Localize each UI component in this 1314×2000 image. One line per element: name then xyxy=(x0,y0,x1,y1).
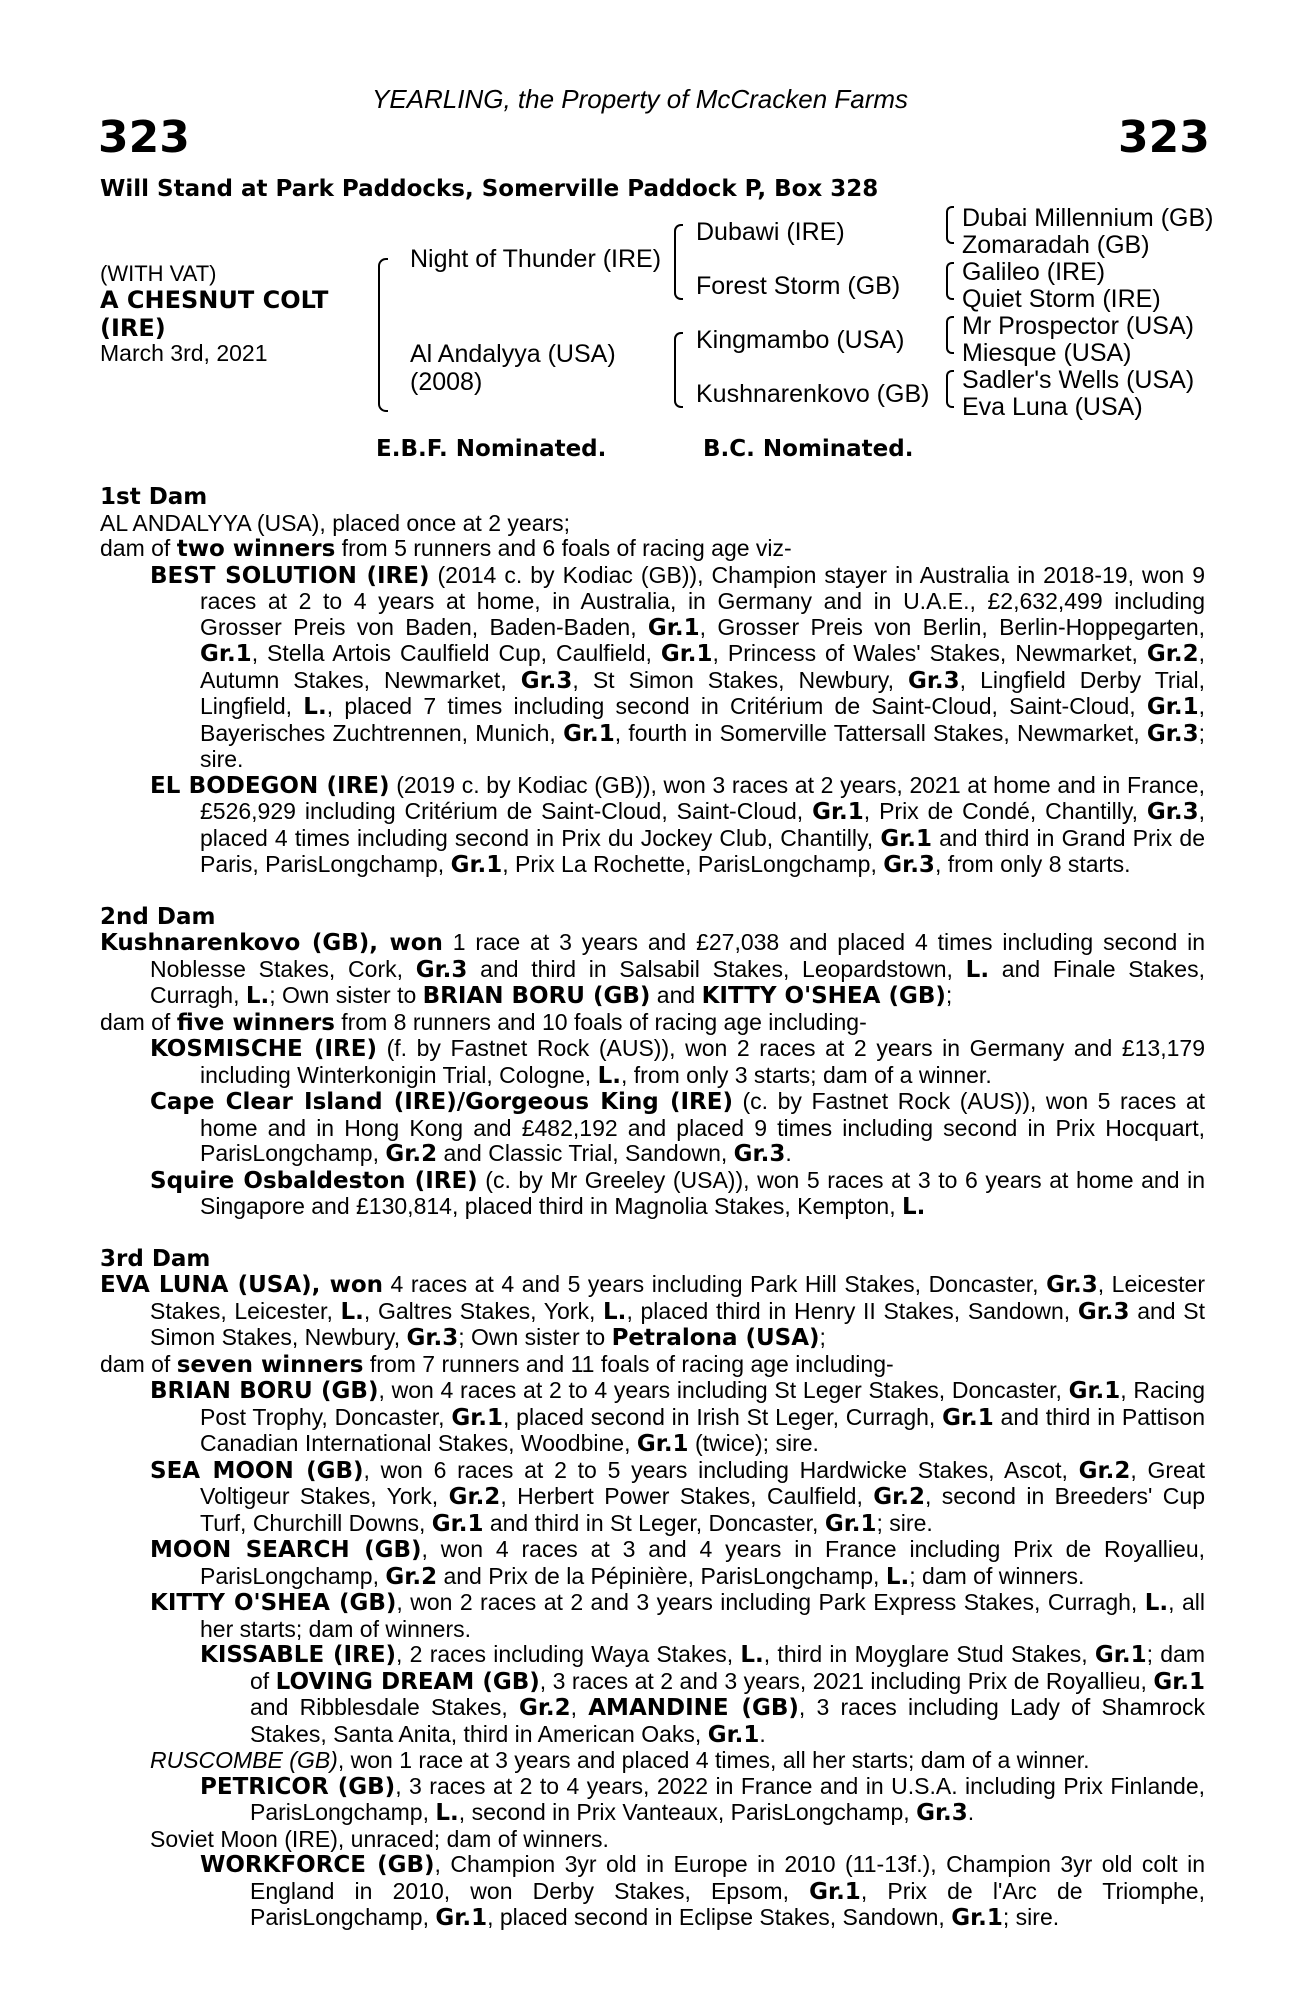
text-run: , Prix de Condé, Chantilly, xyxy=(863,798,1147,824)
text-run: and St Simon Stakes, Newbury, xyxy=(150,1297,1205,1350)
bold-run: Gr.2 xyxy=(1146,641,1199,667)
text-run: and third in St Leger, Doncaster, xyxy=(483,1509,825,1536)
bold-run: Gr.1 xyxy=(707,1721,760,1748)
bold-run: SEA MOON (GB) xyxy=(150,1457,364,1484)
text-run: , all her starts; dam of winners. xyxy=(200,1589,1206,1642)
bold-run: Gr.3 xyxy=(1146,799,1199,825)
text-run: , 3 races at 2 and 3 years, 2021 including Prix de Royallieu, xyxy=(539,1667,1154,1694)
text-run: dam of xyxy=(100,1350,177,1377)
progeny-kitty-oshea xyxy=(100,1590,1205,1642)
text-run: , placed third in Henry II Stakes, Sandown, xyxy=(626,1297,1078,1324)
bold-run: Gr.1 xyxy=(1146,694,1199,720)
bold-run: L. xyxy=(1144,1590,1169,1616)
text-run: , Autumn Stakes, Newmarket, xyxy=(200,640,1205,693)
dam-dam-name: Kushnarenkovo (GB) xyxy=(696,380,930,408)
text-run: , won 6 races at 2 to 5 years including Hardwicke Stakes, Ascot, xyxy=(363,1456,1079,1483)
text-run: and Finale Stakes, Curragh, xyxy=(150,955,1205,1008)
text-run: . xyxy=(967,1799,975,1825)
bold-run: Gr.3 xyxy=(415,956,468,983)
text-run: ; xyxy=(945,982,953,1008)
text-run: and Classic Trial, Sandown, xyxy=(437,1140,734,1166)
dam-year: (2008) xyxy=(410,368,483,396)
text-run: ; sire. xyxy=(200,719,1205,772)
text-run: (f. by Fastnet Rock (AUS)), won 2 races at 2 years in Germany and £13,179 including Winterkonigin Trial, Cologne, xyxy=(200,1035,1205,1088)
bold-run: Gr.3 xyxy=(733,1141,786,1167)
ebf-nominated: E.B.F. Nominated. xyxy=(376,436,607,462)
text-run: , placed second in Irish St Leger, Curragh, xyxy=(503,1403,943,1430)
bold-run: Gr.1 xyxy=(809,1878,861,1905)
progeny-petricor xyxy=(100,1774,1205,1827)
text-run: , third in Moyglare Stud Stakes, xyxy=(763,1641,1095,1667)
ggdam-4: Eva Luna (USA) xyxy=(962,393,1143,421)
text-run: , Great Voltigeur Stakes, York, xyxy=(200,1456,1205,1509)
bold-run: BRIAN BORU (GB) xyxy=(422,983,651,1009)
bold-run: seven winners xyxy=(176,1351,364,1378)
progeny-sea-moon xyxy=(100,1458,1205,1538)
text-run: , Prix La Rochette, ParisLongchamp, xyxy=(502,851,884,877)
bold-run: Gr.3 xyxy=(907,667,960,694)
third-dam-heading: 3rd Dam xyxy=(100,1245,211,1272)
bold-run: Gr.2 xyxy=(385,1563,438,1590)
text-run: , second in Breeders' Cup Turf, Churchill Downs, xyxy=(200,1483,1205,1536)
ggdam-1: Zomaradah (GB) xyxy=(962,231,1150,259)
bold-run: Gr.1 xyxy=(431,1510,484,1537)
first-dam-line-2: dam of two winners from 5 runners and 6 foals of racing age viz- xyxy=(100,535,792,562)
text-run: , placed 4 times including second in Prix du Jockey Club, Chantilly, xyxy=(200,798,1205,851)
page-subtitle: YEARLING, the Property of McCracken Farms xyxy=(372,84,909,114)
text-run: , Stella Artois Caulfield Cup, Caulfield, xyxy=(251,640,661,666)
text-run: , Lingfield Derby Trial, Lingfield, xyxy=(200,666,1205,719)
text-run: and third in Pattison Canadian International Stakes, Woodbine, xyxy=(200,1403,1206,1456)
text-run: ; xyxy=(819,1324,826,1350)
bold-run: Gr.3 xyxy=(1077,1298,1130,1325)
bold-run: Gr.1 xyxy=(450,852,503,878)
text-run: , Herbert Power Stakes, Caulfield, xyxy=(500,1483,874,1509)
ggsire-4: Sadler's Wells (USA) xyxy=(962,366,1195,394)
text-run: (2019 c. by Kodiac (GB)), won 3 races at 2 years, 2021 at home and in France, £526,929 including Critérium de Saint-Cloud, Saint-Cloud, xyxy=(200,771,1205,824)
bold-run: Gr.2 xyxy=(385,1141,438,1167)
text-run: (2014 c. by Kodiac (GB)), Champion stayer in Australia in 2018-19, won 9 races at 2 to 4 years at home, in Australia, in Germany and in U.A.E., £2,632,499 including Grosser Preis von Baden, Baden-Baden, xyxy=(200,561,1205,640)
text-run: , Racing Post Trophy, Doncaster, xyxy=(200,1377,1206,1430)
text-run: , won 4 races at 2 to 4 years including St Leger Stakes, Doncaster, xyxy=(378,1377,1069,1403)
text-run: ; sire. xyxy=(876,1509,933,1536)
bold-run: Gr.2 xyxy=(518,1695,571,1721)
bold-run: BEST SOLUTION (IRE) xyxy=(150,562,430,589)
bold-run: L. xyxy=(603,1298,627,1325)
bold-run: Kushnarenkovo (GB), won xyxy=(100,930,443,956)
text-run: , 3 races at 2 to 4 years, 2022 in France and in U.S.A. including Prix Finlande, ParisLongchamp, xyxy=(250,1772,1205,1825)
sire-dam-name: Forest Storm (GB) xyxy=(696,272,901,300)
bold-run: Gr.1 xyxy=(812,799,864,825)
text-run: , fourth in Somerville Tattersall Stakes, Newmarket, xyxy=(614,719,1147,746)
sire-sire-name: Dubawi (IRE) xyxy=(696,218,845,246)
text-run: , placed 7 times including second in Critérium de Saint-Cloud, Saint-Cloud, xyxy=(326,693,1147,719)
bold-run: BRIAN BORU (GB) xyxy=(150,1378,379,1404)
text-run: 4 races at 4 and 5 years including Park Hill Stakes, Doncaster, xyxy=(383,1271,1047,1297)
bold-run: Gr.1 xyxy=(1094,1642,1147,1668)
bold-run: Gr.2 xyxy=(873,1484,925,1510)
ggsire-3: Mr Prospector (USA) xyxy=(962,312,1194,340)
text-run: (c. by Mr Greeley (USA)), won 5 races at 3 to 6 years at home and in Singapore and £130,814, placed third in Magnolia Stakes, Kempton, xyxy=(200,1166,1206,1219)
text-run: and third in Salsabil Stakes, Leopardstown, xyxy=(467,955,966,982)
text-run: , 2 races including Waya Stakes, xyxy=(396,1641,741,1667)
first-dam-heading: 1st Dam xyxy=(100,484,208,510)
text-run: , from only 3 starts; dam of a winner. xyxy=(621,1061,992,1088)
ggsire-1: Dubai Millennium (GB) xyxy=(962,204,1214,232)
catalogue-body xyxy=(100,485,1205,1932)
progeny-kissable xyxy=(100,1642,1205,1748)
pedigree-brace-dam xyxy=(674,332,683,408)
text-run: and xyxy=(650,982,702,1008)
text-run: , Princess of Wales' Stakes, Newmarket, xyxy=(712,640,1147,666)
dam-name: Al Andalyya (USA) xyxy=(410,340,616,368)
bold-run: Gr.1 xyxy=(647,614,700,641)
vat-label: (WITH VAT) xyxy=(100,261,217,286)
bold-run: Gr.3 xyxy=(1046,1272,1098,1298)
progeny-workforce xyxy=(100,1852,1205,1932)
pedigree-brace-sire xyxy=(674,224,683,300)
first-dam-line-1: AL ANDALYYA (USA), placed once at 2 years; xyxy=(100,509,571,536)
progeny-soviet-moon xyxy=(100,1827,1205,1853)
bold-run: Gr.1 xyxy=(880,825,932,852)
progeny-ruscombe xyxy=(100,1748,1205,1774)
text-run: . xyxy=(759,1720,766,1747)
text-run: . xyxy=(785,1140,792,1166)
ggdam-3: Miesque (USA) xyxy=(962,339,1132,367)
text-run: and third in Grand Prix de Paris, ParisLongchamp, xyxy=(200,824,1205,877)
bold-run: PETRICOR (GB) xyxy=(200,1773,396,1800)
bold-run: KITTY O'SHEA (GB) xyxy=(150,1590,397,1616)
text-run: , Champion 3yr old in Europe in 2010 (11-13f.), Champion 3yr old colt in England in 2010, won Derby Stakes, Epsom, xyxy=(250,1851,1205,1904)
text-run: , from only 8 starts. xyxy=(934,851,1131,877)
pedigree-brace-g3 xyxy=(946,316,954,354)
bold-run: KISSABLE (IRE) xyxy=(200,1642,397,1668)
progeny-moon-search xyxy=(100,1537,1205,1590)
bold-run: L. xyxy=(885,1563,910,1590)
text-run: ; Own sister to xyxy=(269,982,423,1008)
bold-run: Gr.1 xyxy=(951,1905,1003,1931)
bold-run: L. xyxy=(965,956,990,983)
bold-run: L. xyxy=(303,694,327,720)
pedigree-brace-g4 xyxy=(946,370,954,408)
bold-run: AMANDINE (GB) xyxy=(588,1695,799,1721)
bold-run: Gr.1 xyxy=(636,1431,689,1457)
text-run: , won 4 races at 3 and 4 years in France including Prix de Royallieu, ParisLongchamp, xyxy=(200,1536,1206,1589)
pedigree-brace-g1 xyxy=(946,206,954,244)
bold-run: Gr.1 xyxy=(942,1404,994,1431)
text-run: , Prix de l'Arc de Triomphe, ParisLongchamp, xyxy=(250,1877,1205,1930)
bold-run: L. xyxy=(245,983,270,1009)
ggdam-2: Quiet Storm (IRE) xyxy=(962,285,1161,313)
bold-run: MOON SEARCH (GB) xyxy=(150,1537,422,1563)
bold-run: Gr.2 xyxy=(448,1484,501,1510)
dam-sire-name: Kingmambo (USA) xyxy=(696,326,905,354)
bold-run: L. xyxy=(435,1800,459,1826)
text-run: , won 1 race at 3 years and placed 4 times, all her starts; dam of a winner. xyxy=(337,1747,1090,1773)
bold-run: Gr.1 xyxy=(200,641,252,667)
bold-run: KOSMISCHE (IRE) xyxy=(150,1036,377,1062)
text-run: , Leicester Stakes, Leicester, xyxy=(150,1271,1206,1324)
text-run: , Bayerisches Zuchtrennen, Munich, xyxy=(200,693,1205,746)
foaling-date: March 3rd, 2021 xyxy=(100,340,268,366)
bold-run: EL BODEGON (IRE) xyxy=(150,772,390,799)
text-run: , St Simon Stakes, Newbury, xyxy=(572,666,908,693)
lot-number-right: 323 xyxy=(1118,112,1210,163)
text-run: , xyxy=(570,1694,589,1720)
lot-number-left: 323 xyxy=(98,112,190,163)
text-run: 1 race at 3 years and £27,038 and placed 4 times including second in Noblesse Stakes, Cork, xyxy=(150,929,1205,982)
second-dam-heading: 2nd Dam xyxy=(100,903,216,930)
bold-run: WORKFORCE (GB) xyxy=(200,1852,435,1878)
progeny-best-solution xyxy=(100,563,1205,773)
text-run: from 8 runners and 10 foals of racing age including- xyxy=(334,1008,867,1035)
text-run: Soviet Moon (IRE), unraced; dam of winners. xyxy=(150,1825,609,1852)
second-dam-record xyxy=(100,930,1205,1010)
third-dam-record xyxy=(100,1272,1205,1352)
bold-run: L. xyxy=(901,1194,926,1220)
bold-run: Gr.3 xyxy=(916,1800,968,1826)
second-dam-produce xyxy=(100,1010,1205,1037)
bold-run: Squire Osbaldeston (IRE) xyxy=(150,1167,478,1194)
bold-run: Gr.3 xyxy=(1146,720,1199,747)
text-run: , second in Prix Vanteaux, ParisLongchamp, xyxy=(458,1799,917,1825)
bc-nominated: B.C. Nominated. xyxy=(703,436,914,462)
bold-run: L. xyxy=(340,1298,364,1325)
text-run: from 7 runners and 11 foals of racing age including- xyxy=(363,1350,894,1377)
pedigree-brace-main xyxy=(378,258,388,412)
bold-run: Gr.1 xyxy=(435,1905,488,1931)
bold-run: Gr.3 xyxy=(883,852,935,878)
bold-run: L. xyxy=(740,1642,764,1668)
bold-run: Petralona (USA) xyxy=(611,1325,820,1351)
bold-run: Gr.3 xyxy=(520,667,573,694)
text-run: , 3 races including Lady of Shamrock Stakes, Santa Anita, third in American Oaks, xyxy=(250,1694,1206,1747)
text-run: ; dam of xyxy=(250,1641,1205,1694)
sire-name: Night of Thunder (IRE) xyxy=(410,245,662,273)
progeny-kosmische xyxy=(100,1036,1205,1089)
text-run: ; dam of winners. xyxy=(909,1562,1085,1589)
third-dam-produce xyxy=(100,1352,1205,1379)
bold-run: Gr.2 xyxy=(1078,1457,1131,1484)
bold-run: KITTY O'SHEA (GB) xyxy=(701,983,946,1009)
text-run: , won 2 races at 2 and 3 years including Park Express Stakes, Curragh, xyxy=(396,1589,1145,1615)
text-run: dam of xyxy=(100,1008,177,1035)
text-run: (c. by Fastnet Rock (AUS)), won 5 races at home and in Hong Kong and £482,192 and placed 9 times including second in Prix Hocquart, ParisLongchamp, xyxy=(200,1088,1206,1166)
text-run: (twice); sire. xyxy=(688,1430,819,1456)
bold-run: Cape Clear Island (IRE)/Gorgeous King (IRE) xyxy=(150,1089,733,1115)
bold-run: Gr.1 xyxy=(1153,1668,1206,1695)
bold-run: L. xyxy=(597,1062,621,1089)
progeny-brian-boru xyxy=(100,1378,1205,1458)
bold-run: EVA LUNA (USA), won xyxy=(100,1272,383,1298)
ggsire-2: Galileo (IRE) xyxy=(962,258,1106,286)
bold-run: Gr.1 xyxy=(660,641,713,667)
progeny-el-bodegon xyxy=(100,773,1205,879)
bold-run: Gr.1 xyxy=(563,720,615,747)
progeny-cape-clear-island xyxy=(100,1089,1205,1168)
bold-run: Gr.1 xyxy=(824,1510,877,1537)
text-run: , placed second in Eclipse Stakes, Sandown, xyxy=(487,1904,952,1930)
horse-name: A CHESNUT COLT xyxy=(100,286,329,314)
italic-run: RUSCOMBE (GB) xyxy=(150,1747,338,1773)
text-run: ; sire. xyxy=(1002,1904,1060,1930)
text-run: , Galtres Stakes, York, xyxy=(363,1297,604,1324)
text-run: , Grosser Preis von Berlin, Berlin-Hoppegarten, xyxy=(699,613,1205,640)
bold-run: five winners xyxy=(176,1009,335,1036)
pedigree-brace-g2 xyxy=(946,262,954,300)
text-run: and Ribblesdale Stakes, xyxy=(250,1694,519,1720)
bold-run: Gr.1 xyxy=(451,1404,503,1431)
bold-run: LOVING DREAM (GB) xyxy=(275,1668,540,1695)
stabling-location: Will Stand at Park Paddocks, Somerville Paddock P, Box 328 xyxy=(100,176,879,202)
text-run: and Prix de la Pépinière, ParisLongchamp, xyxy=(437,1562,886,1589)
text-run: ; Own sister to xyxy=(458,1324,612,1350)
bold-run: Gr.1 xyxy=(1068,1378,1121,1404)
horse-country: (IRE) xyxy=(100,314,166,342)
progeny-squire-osbaldeston xyxy=(100,1168,1205,1221)
bold-run: Gr.3 xyxy=(406,1325,459,1351)
